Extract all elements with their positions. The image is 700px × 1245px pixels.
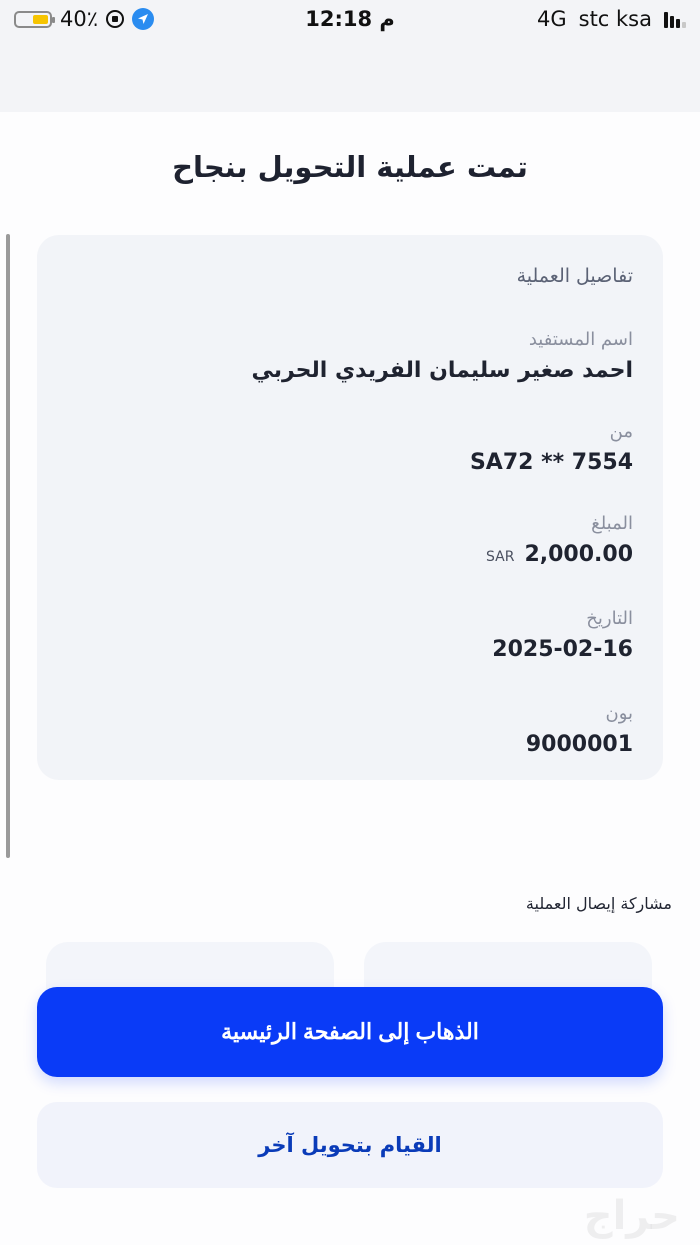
amount-field (67, 512, 633, 572)
beneficiary-field (67, 328, 633, 386)
reference-field (67, 702, 633, 760)
go-home-button[interactable]: الذهاب إلى الصفحة الرئيسية (37, 987, 663, 1077)
from-value: SA72 ** 7554 (469, 450, 633, 475)
status-time: 12:18 م (305, 7, 395, 31)
battery-percent: 40٪ (60, 7, 99, 31)
date-label: التاريخ (586, 608, 633, 629)
network-type: 4G (536, 7, 567, 31)
reference-label: بون (605, 703, 633, 724)
signal-icon (664, 10, 686, 28)
another-transfer-button[interactable]: القيام بتحويل آخر (37, 1102, 663, 1188)
scrollbar[interactable] (6, 234, 10, 858)
page-title: تمت عملية التحويل بنجاح (172, 150, 528, 184)
date-field (67, 607, 633, 665)
share-receipt-label: مشاركة إيصال العملية (525, 894, 672, 913)
amount-currency: SAR (485, 549, 515, 565)
reference-value: 9000001 (525, 732, 633, 757)
amount-value-row (67, 540, 633, 572)
beneficiary-value: احمد صغير سليمان الفريدي الحربي (251, 358, 633, 383)
beneficiary-label: اسم المستفيد (528, 329, 633, 350)
date-value: 2025-02-16 (492, 637, 633, 662)
carrier-name: stc ksa (578, 7, 652, 31)
transaction-details-card (37, 235, 663, 780)
from-label: من (609, 421, 633, 442)
watermark-logo: حراج (583, 1193, 680, 1239)
status-right (537, 6, 686, 32)
details-title: تفاصيل العملية (516, 265, 633, 287)
amount-label: المبلغ (591, 513, 633, 534)
amount-value: 2,000.00 (524, 542, 633, 567)
status-bar (0, 0, 700, 112)
from-field (67, 420, 633, 478)
